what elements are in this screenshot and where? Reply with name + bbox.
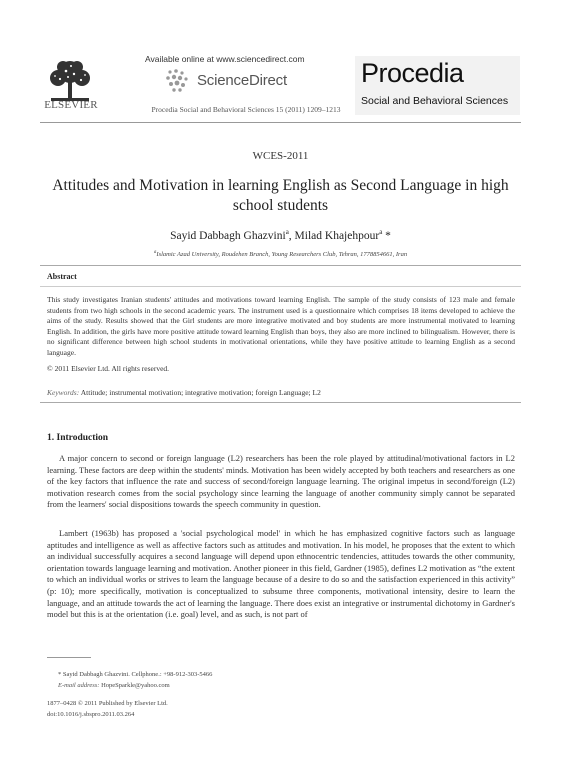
available-online-text[interactable]: Available online at www.sciencedirect.com — [145, 54, 305, 64]
sciencedirect-dots-icon — [164, 68, 190, 94]
corresponding-mark: * — [382, 229, 391, 242]
abstract-top-rule — [40, 265, 521, 266]
keywords — [47, 388, 321, 397]
affiliation — [0, 250, 561, 258]
body-paragraph: Lambert (1963b) has proposed a 'social psychological model' in which he has emphasized cognitive factors such as language aptitudes and intelligence as well as affective factors such as attitudes and motivation. In his model, he proposes that the extent to which an individual successfully acquires a second language will depend upon ethnocentric tendencies, attitudes towards the other community, orientation towards language learning and motivation. Another pioneer in this field, Gardner (1985), defines L2 motivation as “the extent to which an individual works or strives to learn the language because of a desire to do so and the satisfaction experienced in this activity” (p: 10); more specifically, motivation is conceptualized to subsume three components, motivational intensity, desire to learn the language, and an attitude towards the act of learning the language. There does exist an integrative or instrumental dichotomy in Gardner's model but this is at the orientation (i.e. goal) level, and as such, is not part of — [47, 528, 515, 620]
affiliation-mark: a — [379, 228, 383, 236]
author-name: Milad Khajehpour — [294, 229, 380, 242]
abstract-heading: Abstract — [47, 272, 77, 281]
header-divider — [40, 122, 521, 123]
issn-line: 1877–0428 © 2011 Published by Elsevier Ltd. — [47, 700, 168, 707]
email-label: E-mail address: — [58, 682, 100, 689]
footnote-author: * Sayid Dabbagh Ghazvini. Cellphone.: +98-912-303-5466 — [58, 671, 213, 678]
body-paragraph: A major concern to second or foreign language (L2) researchers has been the role played by attitudinal/motivational factors in L2 learning. These factors are deep within the students' minds. Motivation has been widely accepted by both teachers and researchers as one of the key factors that influence the rate and success of second/foreign language learning. The original impetus in second/foreign (L2) motivation research comes from the social psychology since learning the language of another community simply cannot be separated from the learners' social dispositions towards the speech community in question. — [47, 453, 515, 510]
doi-link[interactable]: doi:10.1016/j.sbspro.2011.03.264 — [47, 711, 135, 718]
footnote-rule — [47, 657, 91, 658]
affiliation-mark: a — [153, 250, 157, 255]
footnote-email — [58, 682, 170, 689]
procedia-title: Procedia — [361, 58, 464, 88]
journal-reference: Procedia Social and Behavioral Sciences 15 (2011) 1209–1213 — [151, 105, 341, 114]
author-name: Sayid Dabbagh Ghazvini — [170, 229, 286, 242]
email-link[interactable]: HopeSparkle@yahoo.com — [99, 682, 170, 689]
abstract-text: This study investigates Iranian students' attitudes and motivations toward learning English. The sample of the study consists of 123 male and female students from two high schools in the second academic years. The instrument used is a questionnaire which comprises 18 items developed to achieve the aims of the study. Results showed that the Girl students are more integrative motivated and boy students are more instrumental motivated to learning English. In addition, the girls have more positive attitude toward learning English than boys, they also are more inclined to bilingualism. However, there is no significant difference between high school students in motivational orientations, while they have positive attitude to learning English as a second language. — [47, 295, 515, 357]
copyright-notice: © 2011 Elsevier Ltd. All rights reserved. — [47, 364, 170, 373]
paper-title: Attitudes and Motivation in learning English as Second Language in high school students — [52, 177, 509, 214]
sciencedirect-logo-text: ScienceDirect — [197, 72, 287, 89]
keywords-label: Keywords: — [47, 388, 80, 397]
author-line — [0, 228, 561, 242]
affiliation-mark: a — [285, 228, 289, 236]
keywords-text: Attitude; instrumental motivation; integrative motivation; foreign Language; L2 — [79, 388, 321, 397]
author-separator: , — [288, 229, 295, 242]
elsevier-wordmark: ELSEVIER — [44, 99, 98, 111]
keywords-rule — [40, 402, 521, 403]
affiliation-text: Islamic Azad University, Roudehen Branch, Young Researchers Club, Tehran, 1778854661, Iran — [156, 251, 408, 259]
abstract-heading-rule — [40, 286, 521, 287]
section-heading: 1. Introduction — [47, 433, 109, 443]
conference-label: WCES-2011 — [252, 150, 309, 162]
procedia-subtitle: Social and Behavioral Sciences — [361, 95, 509, 107]
